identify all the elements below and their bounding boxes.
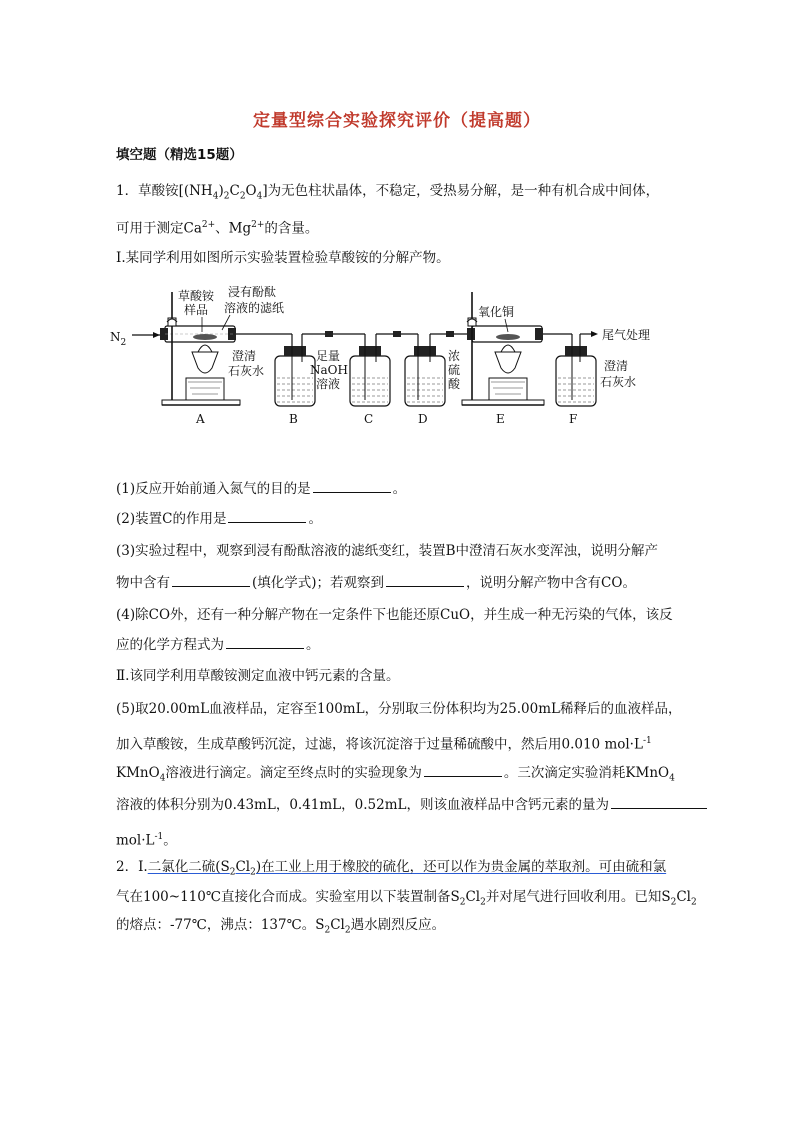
label-d: D	[418, 412, 428, 426]
n2-arrow	[153, 332, 160, 338]
filter-paper-label-line-1: 浸有酚酞	[228, 285, 277, 299]
tail-gas-arrow	[591, 331, 598, 337]
bottle-f	[556, 346, 596, 406]
bottle-d	[405, 346, 445, 406]
bottle-f-label-line-2: 石灰水	[600, 375, 637, 389]
bottle-f-label-line-1: 澄清	[604, 359, 629, 373]
filter-paper-label-line-2: 溶液的滤纸	[224, 301, 285, 315]
answer-blank-3b[interactable]	[386, 574, 464, 587]
q1-sub-4-line-1: (4)除CO外，还有一种分解产物在一定条件下也能还原CuO，并生成一种无污染的气体，该反	[116, 607, 673, 623]
section-heading: 填空题（精选15题）	[116, 147, 243, 163]
q2-line-2: 气在100~110℃直接化合而成。实验室用以下装置制备$S_2Cl_2$并对尾气进行回收利用。已知$S_2Cl_2$	[116, 889, 697, 908]
q1-line-1: 1．草酸铵$[(NH_4)_2C_2O_4]$为无色柱状晶体，不稳定，受热易分解，是一种有机合成中间体，	[116, 183, 660, 202]
bottle-c-label-line-1: 足量	[316, 349, 341, 363]
q1-sub-3-line-2: 物中含有 (填化学式)；若观察到 ，说明分解产物中含有CO。	[116, 575, 636, 591]
bottle-c-label-line-2: NaOH	[310, 363, 348, 377]
bottle-c	[350, 346, 390, 406]
label-b: B	[289, 412, 298, 426]
q1-sub-1: (1)反应开始前通入氮气的目的是 。	[116, 481, 407, 497]
n2-label: $N_2$	[110, 330, 127, 348]
label-f: F	[569, 412, 578, 426]
q1-part-2-heading: Ⅱ.该同学利用草酸铵测定血液中钙元素的含量。	[116, 668, 400, 684]
answer-blank-5a[interactable]	[424, 764, 502, 777]
q2-line-3: 的熔点：-77℃，沸点：137℃。$S_2Cl_2$遇水剧烈反应。	[116, 917, 446, 936]
answer-blank-4[interactable]	[226, 636, 304, 649]
label-a: A	[196, 412, 205, 426]
bottle-c-label-line-3: 溶液	[316, 377, 341, 391]
answer-blank-2[interactable]	[228, 510, 306, 523]
sample-label-line-1: 草酸铵	[178, 289, 215, 303]
answer-blank-3a[interactable]	[172, 574, 250, 587]
q1-sub-5-line-3: KMnO$_4$溶液进行滴定。滴定至终点时的实验现象为 。三次滴定实验消耗KMnO$_4$	[116, 765, 675, 784]
q1-sub-5-line-1: (5)取20.00mL血液样品，定容至100mL，分别取三份体积均为25.00mL稀释后的血液样品，	[116, 701, 682, 717]
label-c: C	[364, 412, 374, 426]
tail-gas-label: 尾气处理	[602, 328, 651, 342]
answer-blank-1[interactable]	[313, 480, 391, 493]
q1-line-2: 可用于测定$Ca^{2+}$、$Mg^{2+}$的含量。	[116, 220, 319, 237]
copper-oxide-label: 氧化铜	[478, 305, 515, 319]
q1-sub-5-line-5: $mol\cdot L^{-1}$。	[116, 832, 177, 849]
q1-sub-3-line-1: (3)实验过程中，观察到浸有酚酞溶液的滤纸变红，装置B中澄清石灰水变浑浊，说明分解产	[116, 543, 659, 559]
label-e: E	[496, 412, 505, 426]
bottle-d-label-line-2: 硫	[448, 363, 461, 377]
q1-part-1-heading: Ⅰ.某同学利用如图所示实验装置检验草酸铵的分解产物。	[116, 250, 450, 266]
q1-sub-5-line-4: 溶液的体积分别为0.43mL，0.41mL，0.52mL，则该血液样品中含钙元素的量为	[116, 796, 709, 814]
bottle-d-label-line-1: 浓	[448, 349, 461, 363]
q2-line-1: 2．I.二氯化二硫$(S_2Cl_2)$在工业上用于橡胶的硫化，还可以作为贵金属的萃取剂。可由硫和氯	[116, 859, 667, 878]
q1-sub-5-line-2: 加入草酸铵，生成草酸钙沉淀，过滤，将该沉淀溶于过量稀硫酸中，然后用0.010 $mol\cdot L^{-1}$	[116, 736, 652, 753]
bottle-b	[275, 346, 315, 406]
q1-sub-4-line-2: 应的化学方程式为 。	[116, 637, 320, 653]
page-title: 定量型综合实验探究评价（提高题）	[253, 111, 541, 131]
q1-sub-2: (2)装置C的作用是 。	[116, 511, 322, 527]
answer-blank-5b[interactable]	[611, 796, 707, 809]
bottle-b-label-line-1: 澄清	[232, 349, 257, 363]
apparatus-diagram	[110, 282, 700, 432]
sample-label-line-2: 样品	[184, 303, 209, 317]
bottle-b-label-line-2: 石灰水	[228, 364, 265, 378]
bottle-d-label-line-3: 酸	[448, 377, 461, 391]
